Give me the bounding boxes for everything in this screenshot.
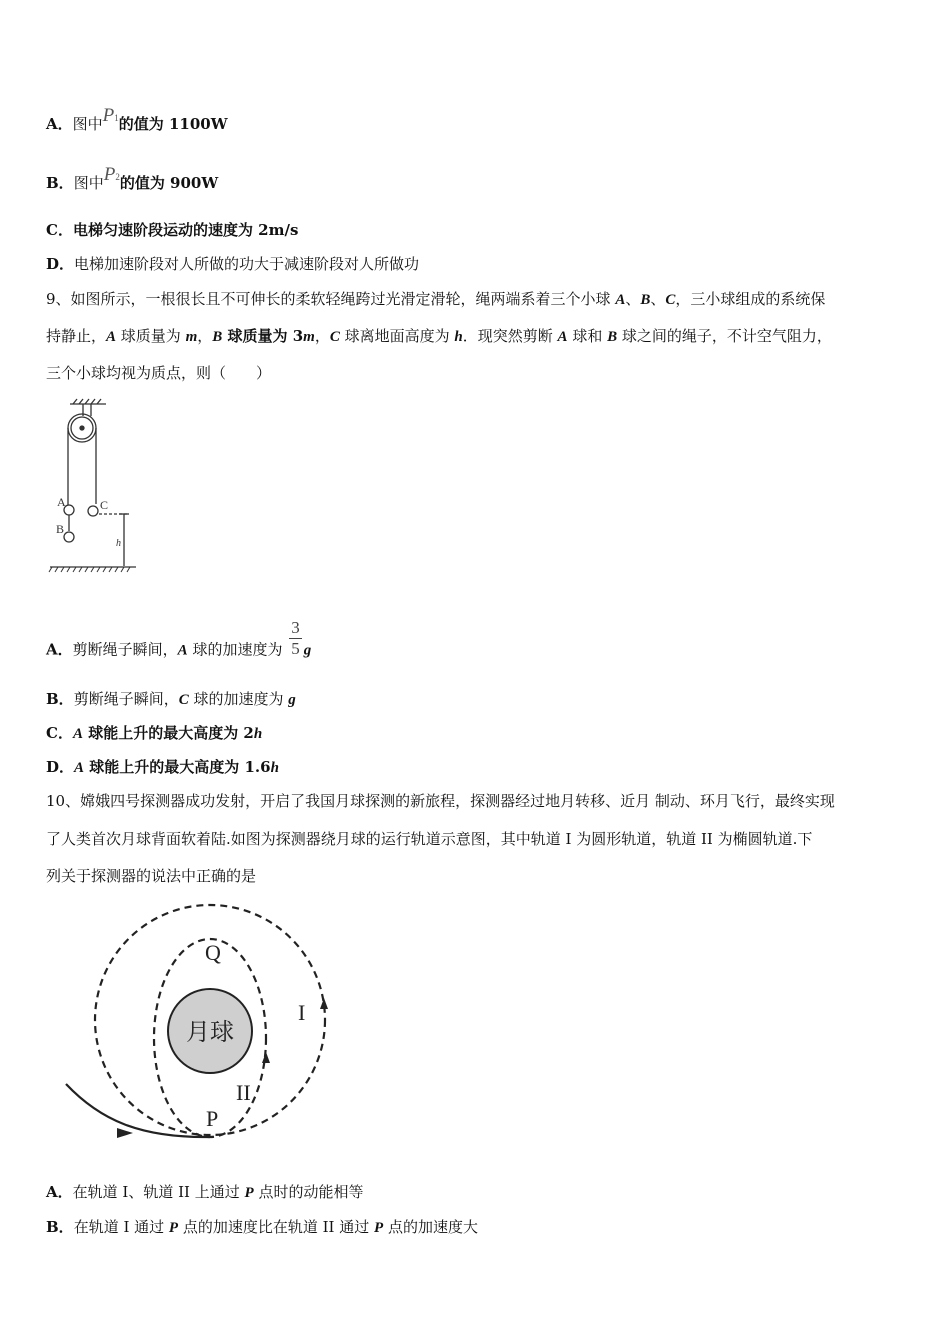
moon-label: 月球 bbox=[186, 1020, 234, 1046]
q9-option-a: A．剪断绳子瞬间，A 球的加速度为 $\frac{3}{5}$ g bbox=[46, 618, 312, 659]
q8-option-a: A．图中P1的值为 1100W bbox=[46, 105, 228, 133]
q10-option-b: B．在轨道 I 通过 P 点的加速度比在轨道 II 通过 P 点的加速度大 bbox=[46, 1218, 478, 1236]
fraction-three-fifths: $\frac{3}{5}$ bbox=[291, 618, 300, 658]
q8-option-c: C．电梯匀速阶段运动的速度为 2m/s bbox=[46, 221, 299, 239]
q9-stem-line-3: 三个小球均视为质点，则（ ） bbox=[46, 364, 272, 382]
ball-b bbox=[64, 532, 74, 542]
q8-option-d: D．电梯加速阶段对人所做的功大于减速阶段对人所做功 bbox=[46, 255, 420, 273]
q10-stem-line-3: 列关于探测器的说法中正确的是 bbox=[46, 867, 257, 885]
label-b: B bbox=[56, 522, 65, 536]
orbit-figure bbox=[60, 900, 350, 1150]
q9-option-d: D．A 球能上升的最大高度为 1.6h bbox=[46, 758, 279, 776]
q9-stem-line-2: 持静止，A 球质量为 m，B 球质量为 3m，C 球离地面高度为 h．现突然剪断 A 球和 B 球之间的绳子，不计空气阻力， bbox=[46, 327, 832, 345]
q8-option-b: B．图中P2的值为 900W bbox=[46, 164, 219, 192]
label-p: P bbox=[206, 1106, 219, 1131]
q9-option-c: C．A 球能上升的最大高度为 2h bbox=[46, 724, 263, 742]
label-h: h bbox=[116, 538, 121, 549]
label-orbit-i: I bbox=[298, 1000, 306, 1025]
p2-symbol: P2 bbox=[103, 164, 120, 185]
q10-stem-line-1: 10、嫦娥四号探测器成功发射，开启了我国月球探测的新旅程，探测器经过地月转移、近月 制动、环月飞行，最终实现 bbox=[46, 792, 835, 810]
p1-symbol: P1 bbox=[102, 105, 119, 126]
q10-option-a: A．在轨道 I、轨道 II 上通过 P 点时的动能相等 bbox=[46, 1183, 364, 1201]
orbit-i-arrow bbox=[320, 998, 328, 1009]
orbit-ii-arrow bbox=[262, 1052, 270, 1063]
label-orbit-ii: II bbox=[236, 1080, 251, 1105]
ball-c bbox=[88, 506, 98, 516]
q10-stem-line-2: 了人类首次月球背面软着陆.如图为探测器绕月球的运行轨道示意图，其中轨道 I 为圆形轨道，轨道 II 为椭圆轨道.下 bbox=[46, 830, 813, 848]
q9-option-b: B．剪断绳子瞬间，C 球的加速度为 g bbox=[46, 690, 296, 708]
pulley-figure bbox=[44, 398, 144, 580]
transfer-arrow bbox=[117, 1128, 133, 1138]
label-a: A bbox=[57, 495, 66, 509]
q9-stem-line-1: 9、如图所示，一根很长且不可伸长的柔软轻绳跨过光滑定滑轮，绳两端系着三个小球 A、B、C，三小球组成的系统保 bbox=[46, 290, 826, 308]
label-c: C bbox=[100, 498, 109, 512]
label-q: Q bbox=[205, 940, 221, 965]
